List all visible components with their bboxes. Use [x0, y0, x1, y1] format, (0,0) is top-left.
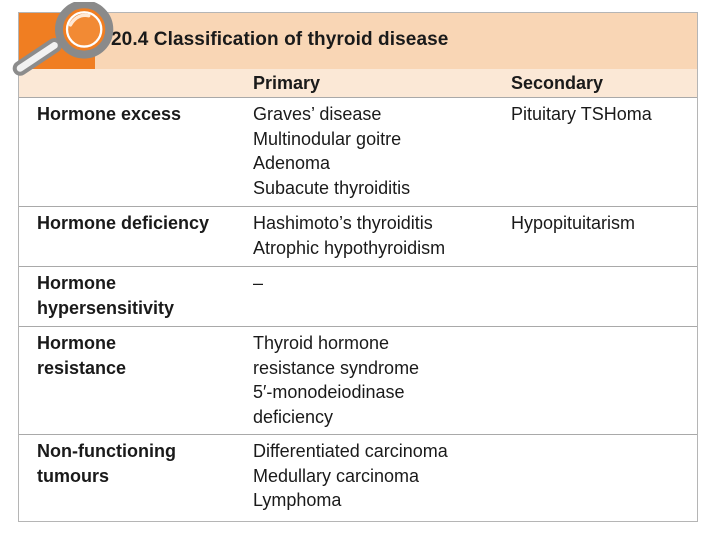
row-category [37, 331, 126, 380]
secondary-line: Hypopituitarism [511, 213, 636, 233]
row-secondary [511, 211, 635, 236]
row-primary [253, 271, 263, 296]
column-header-secondary: Secondary [511, 73, 604, 93]
category-line: Hormone [37, 273, 117, 293]
primary-line: Atrophic hypothyroidism [253, 237, 446, 258]
column-header-primary: Primary [253, 73, 321, 93]
primary-line: Lymphoma [253, 490, 342, 510]
primary-line: 5′-monodeiodinase [253, 382, 405, 402]
category-line: Non-functioning [37, 441, 176, 461]
primary-line: Medullary carcinoma [253, 465, 420, 486]
primary-line: Graves’ disease [253, 104, 382, 124]
row-primary [253, 439, 448, 513]
row-primary [253, 211, 445, 260]
table-row [19, 206, 697, 266]
magnifier-icon [2, 2, 132, 82]
table-row [19, 326, 697, 434]
secondary-line: Pituitary TSHoma [511, 104, 652, 124]
category-line: Hormone [37, 333, 117, 353]
row-category [37, 271, 174, 320]
category-line: resistance [37, 357, 127, 378]
row-category [37, 102, 181, 127]
primary-line: Differentiated carcinoma [253, 441, 448, 461]
row-secondary [511, 102, 652, 127]
primary-line: Adenoma [253, 153, 331, 173]
row-primary [253, 331, 419, 429]
classification-table [18, 12, 698, 522]
row-category [37, 211, 209, 236]
table-row [19, 266, 697, 326]
primary-line: deficiency [253, 406, 334, 427]
primary-line: Multinodular goitre [253, 128, 402, 149]
primary-line: Hashimoto’s thyroiditis [253, 213, 433, 233]
primary-line: Thyroid hormone [253, 333, 390, 353]
table-row [19, 97, 697, 206]
table-row [19, 434, 697, 521]
category-line: tumours [37, 465, 109, 486]
category-line: Hormone deficiency [37, 213, 210, 233]
row-primary [253, 102, 410, 200]
table-title: 20.4 Classification of thyroid disease [111, 29, 449, 50]
row-category [37, 439, 176, 488]
category-line: hypersensitivity [37, 297, 175, 318]
primary-line: Subacute thyroiditis [253, 177, 411, 198]
primary-line: resistance syndrome [253, 357, 420, 378]
primary-line: – [253, 273, 264, 293]
category-line: Hormone excess [37, 104, 182, 124]
